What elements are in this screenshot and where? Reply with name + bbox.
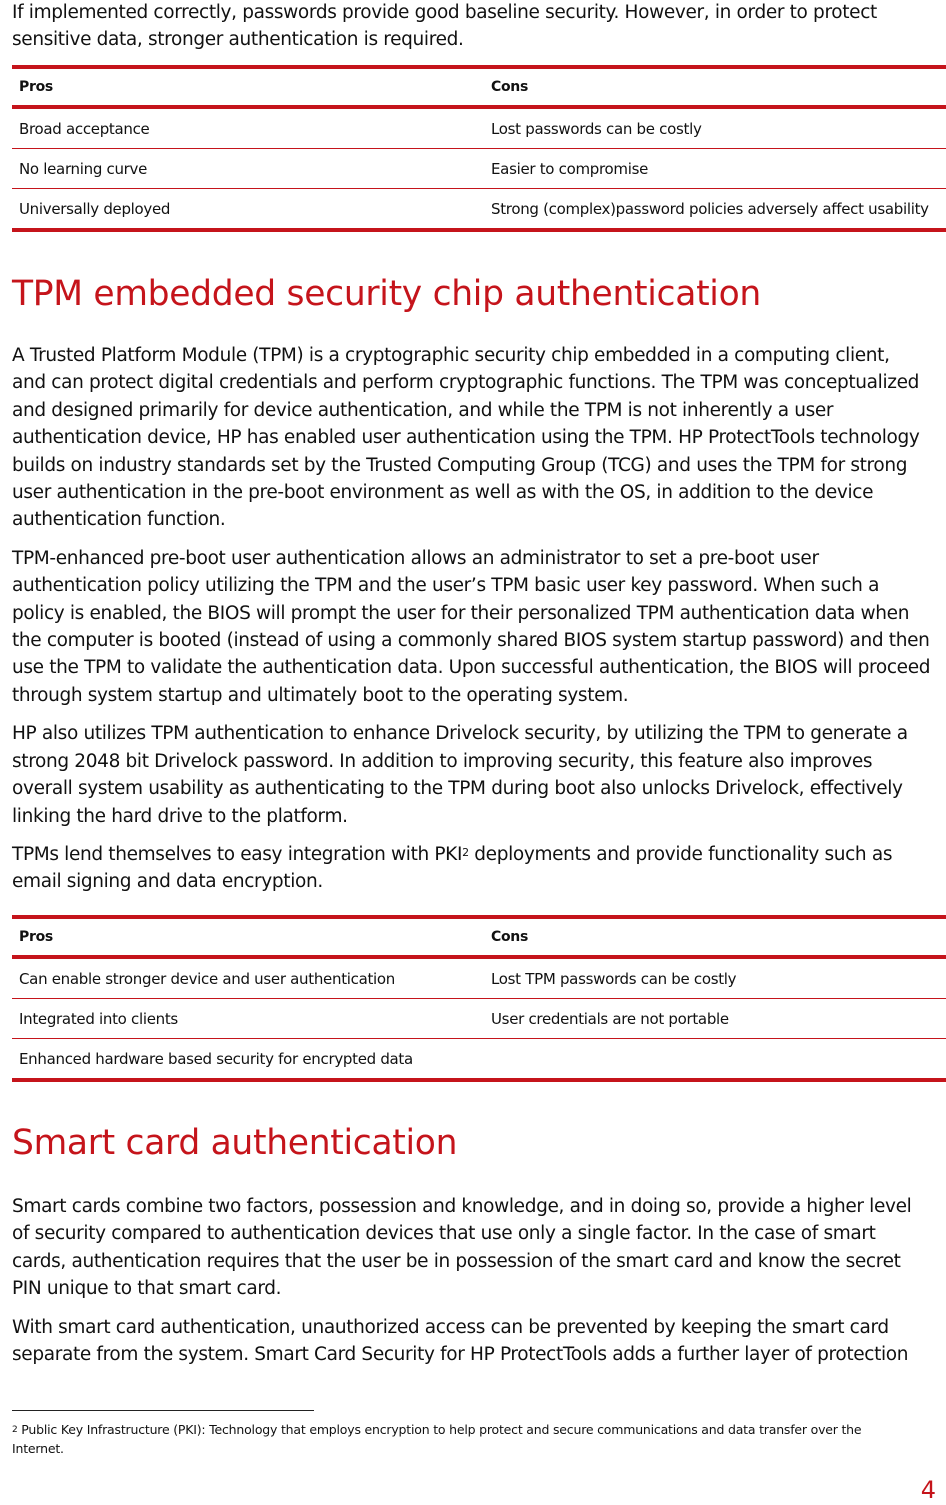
text-line: HP also utilizes TPM authentication to enhance Drivelock security, by utilizing the TPM to generate a <box>12 723 908 745</box>
text-line: sensitive data, stronger authentication is required. <box>12 29 464 51</box>
table-row <box>12 1039 946 1081</box>
table-cell: No learning curve <box>19 159 148 178</box>
text-line: If implemented correctly, passwords provide good baseline security. However, in order to protect <box>12 2 877 23</box>
table-header-row <box>12 917 946 957</box>
tpm-paragraph-4 <box>12 841 930 896</box>
table-cell: Universally deployed <box>19 199 171 218</box>
table-cell: User credentials are not portable <box>491 1009 729 1028</box>
text-line: of security compared to authentication devices that use only a single factor. In the case of smart <box>12 1223 876 1245</box>
table-row <box>12 149 946 189</box>
table-row <box>12 957 946 999</box>
page-number: 4 <box>920 1476 936 1504</box>
text-line <box>12 841 930 868</box>
pros-header: Pros <box>19 79 53 95</box>
table-cell: Easier to compromise <box>491 159 649 178</box>
text-line: and designed primarily for device authentication, and while the TPM is not inherently a user <box>12 399 834 421</box>
text-line: PIN unique to that smart card. <box>12 1278 282 1300</box>
table-cell: Can enable stronger device and user authentication <box>19 969 396 988</box>
text-line: TPM-enhanced pre-boot user authentication allows an administrator to set a pre-boot user <box>12 547 819 569</box>
table-cell: Integrated into clients <box>19 1009 178 1028</box>
table-row <box>12 107 946 149</box>
text-line: linking the hard drive to the platform. <box>12 805 348 827</box>
tpm-paragraph-1 <box>12 342 930 534</box>
text-line: the computer is booted (instead of using a commonly shared BIOS system startup password) and then <box>12 630 930 652</box>
text-line: builds on industry standards set by the Trusted Computing Group (TCG) and uses the TPM for strong <box>12 454 908 476</box>
text-line: through system startup and ultimately boot to the operating system. <box>12 684 629 706</box>
tpm-section-body <box>12 342 930 907</box>
cons-header: Cons <box>491 929 528 945</box>
footnote-marker: 2 <box>12 1425 18 1435</box>
text-line: and can protect digital credentials and perform cryptographic functions. The TPM was conceptualized <box>12 372 920 394</box>
text-line: email signing and data encryption. <box>12 871 323 893</box>
table-row <box>12 189 946 231</box>
cons-header: Cons <box>491 79 528 95</box>
tpm-section-heading: TPM embedded security chip authentication <box>12 274 761 314</box>
text-line: user authentication in the pre-boot environment as well as with the OS, in addition to the device <box>12 482 874 504</box>
text-line: separate from the system. Smart Card Security for HP ProtectTools adds a further layer of protection <box>12 1344 909 1366</box>
password-pros-cons-table <box>12 65 946 232</box>
text-run: TPMs lend themselves to easy integration with PKI <box>12 843 463 865</box>
footnote-line <box>12 1421 912 1440</box>
text-line: Smart cards combine two factors, possession and knowledge, and in doing so, provide a higher level <box>12 1196 912 1217</box>
text-line: overall system usability as authenticating to the TPM during boot also unlocks Drivelock, effectively <box>12 778 903 800</box>
pros-header: Pros <box>19 929 53 945</box>
table-header-row <box>12 67 946 107</box>
footnote-separator <box>12 1410 314 1411</box>
text-line: policy is enabled, the BIOS will prompt the user for their personalized TPM authentication data when <box>12 602 910 624</box>
tpm-paragraph-3 <box>12 720 930 830</box>
intro-paragraph <box>12 0 877 54</box>
smart-card-section-heading: Smart card authentication <box>12 1123 458 1163</box>
text-line: cards, authentication requires that the user be in possession of the smart card and know the secret <box>12 1250 901 1272</box>
text-line: With smart card authentication, unauthorized access can be prevented by keeping the smart card <box>12 1316 889 1338</box>
smart-card-paragraph-2 <box>12 1314 911 1369</box>
footnote-line: Internet. <box>12 1440 64 1456</box>
text-run: deployments and provide functionality such as <box>468 843 893 865</box>
table-cell: Lost TPM passwords can be costly <box>491 969 737 988</box>
text-line: use the TPM to validate the authentication data. Upon successful authentication, the BIOS will proceed <box>12 657 931 679</box>
text-line: authentication function. <box>12 509 226 531</box>
footnote-reference[interactable]: 2 <box>462 845 469 859</box>
footnote <box>12 1421 912 1458</box>
table-cell: Lost passwords can be costly <box>491 119 702 138</box>
table-cell: Strong (complex)password policies adversely affect usability <box>491 199 929 218</box>
table-cell <box>484 1039 946 1081</box>
text-line: authentication device, HP has enabled user authentication using the TPM. HP ProtectTools technology <box>12 427 920 449</box>
text-line: A Trusted Platform Module (TPM) is a cryptographic security chip embedded in a computing client, <box>12 345 890 366</box>
text-line: strong 2048 bit Drivelock password. In addition to improving security, this feature also improves <box>12 750 873 772</box>
table-cell: Enhanced hardware based security for encrypted data <box>19 1049 413 1068</box>
footnote-text: Public Key Infrastructure (PKI): Technology that employs encryption to help protect and secure communications and data transfer over the <box>17 1422 862 1437</box>
tpm-pros-cons-table <box>12 915 946 1082</box>
text-line: authentication policy utilizing the TPM and the user’s TPM basic user key password. When such a <box>12 575 880 597</box>
smart-card-section-body <box>12 1193 911 1379</box>
tpm-paragraph-2 <box>12 545 930 709</box>
smart-card-paragraph-1 <box>12 1193 911 1303</box>
table-cell: Broad acceptance <box>19 119 150 138</box>
table-row <box>12 999 946 1039</box>
